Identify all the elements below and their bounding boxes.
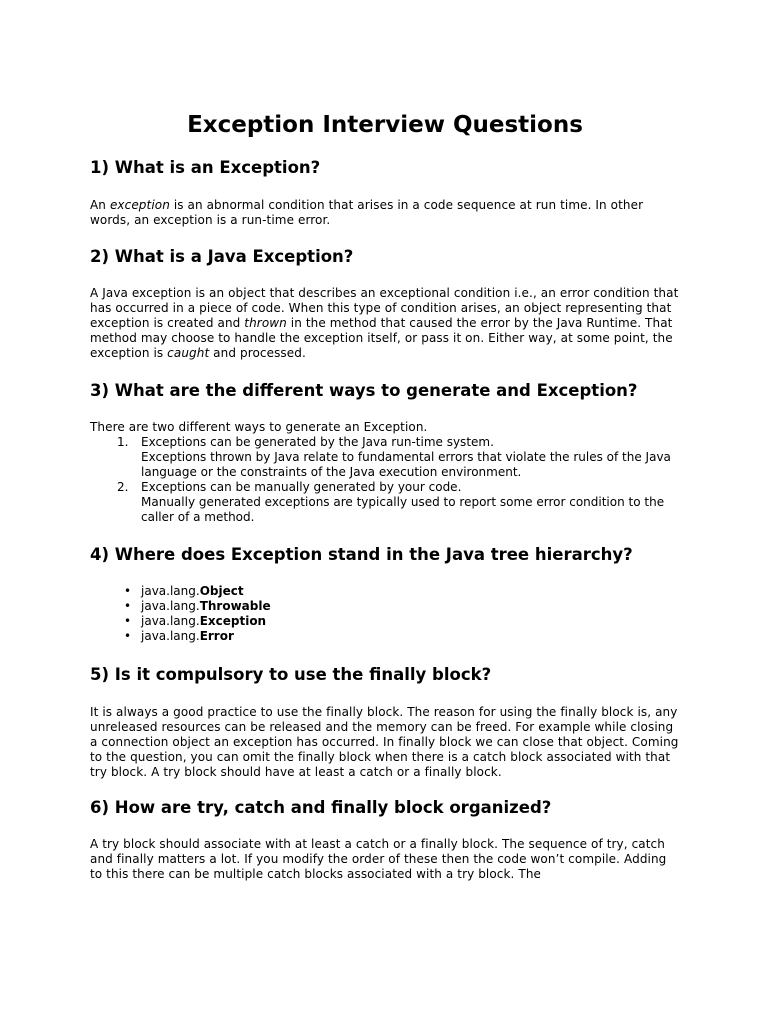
q1-emphasis: exception [109,198,170,212]
bullet-icon: • [124,629,132,643]
class-name: Object [199,584,244,598]
q3-item-title: Exceptions can be generated by the Java run-time system. [141,435,494,449]
q3-heading: 3) What are the different ways to generate and Exception? [90,381,638,400]
q1-paragraph [90,198,680,228]
q2-emphasis-caught: caught [167,346,210,360]
q2-paragraph [90,286,680,361]
class-name: Throwable [199,599,271,613]
document-title: Exception Interview Questions [187,112,583,138]
q5-paragraph: It is always a good practice to use the finally block. The reason for using the finally block is, any unreleased resources can be released and the memory can be freed. For example while closing a connection object an exception has occurred. In finally block we can close that object. Coming to the question, you can omit the finally block when there is a catch block associated with that try block. A try block should have at least a catch or a finally block. [90,705,679,779]
q3-item-number: 2. [117,480,129,494]
q2-text-a: A Java exception is an object that describes an exceptional condition i.e., an error condition that has occurred in a piece of code. When this type of condition arises, an object representing that exception is created and [90,286,679,330]
package-prefix: java.lang. [141,584,200,598]
q3-item-number: 1. [117,435,129,449]
q2-heading: 2) What is a Java Exception? [90,247,354,266]
q4-heading: 4) Where does Exception stand in the Java tree hierarchy? [90,545,633,564]
q1-text-a: An [90,198,110,212]
package-prefix: java.lang. [141,599,200,613]
q1-text-b: is an abnormal condition that arises in a code sequence at run time. In other words, an exception is a run-time error. [90,198,644,227]
q6-heading: 6) How are try, catch and finally block organized? [90,798,552,817]
hierarchy-item [90,599,680,614]
bullet-icon: • [124,614,132,628]
q2-text-b: in the method that caused the error by the Java Runtime. That method may choose to handle the exception itself, or pass it on. Either way, at some point, the exception is [90,316,673,360]
q2-emphasis-thrown: thrown [244,316,287,330]
q3-list-item [90,435,680,480]
q3-list-item [90,480,680,525]
q6-paragraph: A try block should associate with at least a catch or a finally block. The sequence of try, catch and finally matters a lot. If you modify the order of these then the code won’t compile. Adding to this there can be multiple catch blocks associated with a try block. The [90,837,667,881]
class-name: Exception [199,614,267,628]
q3-list [90,435,680,525]
q1-heading: 1) What is an Exception? [90,158,321,177]
hierarchy-item [90,614,680,629]
q3-item-detail: Manually generated exceptions are typically used to report some error condition to the caller of a method. [141,495,665,524]
bullet-icon: • [124,584,132,598]
hierarchy-item [90,584,680,599]
package-prefix: java.lang. [141,614,200,628]
q3-item-detail: Exceptions thrown by Java relate to fundamental errors that violate the rules of the Java language or the constraints of the Java execution environment. [141,450,671,479]
hierarchy-item [90,629,680,644]
q3-intro: There are two different ways to generate an Exception. [90,420,428,434]
q3-item-title: Exceptions can be manually generated by your code. [141,480,462,494]
q5-heading: 5) Is it compulsory to use the finally block? [90,665,492,684]
package-prefix: java.lang. [141,629,200,643]
class-name: Error [199,629,234,643]
q4-hierarchy-list [90,584,680,644]
bullet-icon: • [124,599,132,613]
q2-text-c: and processed. [209,346,306,360]
